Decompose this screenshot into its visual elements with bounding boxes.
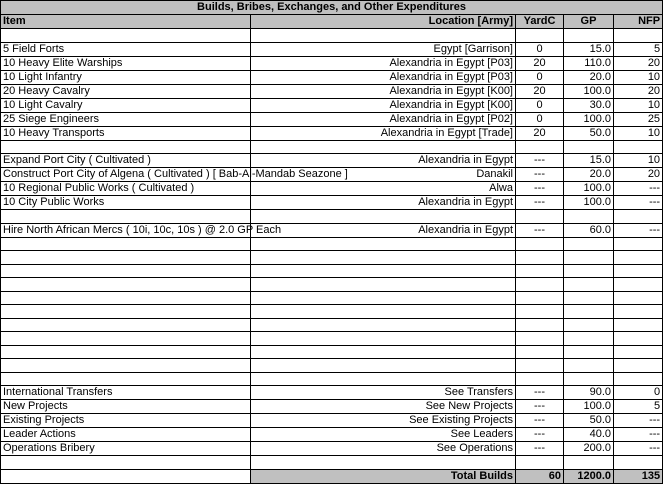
cell-location[interactable] (251, 140, 516, 154)
cell-item[interactable]: New Projects (1, 400, 251, 414)
header-item[interactable]: Item (1, 15, 251, 29)
cell-nfp[interactable] (614, 237, 663, 251)
table-row (1, 112, 663, 126)
cell-gp[interactable]: 50.0 (564, 414, 614, 428)
cell-gp[interactable]: 20.0 (564, 70, 614, 84)
cell-item[interactable] (1, 140, 251, 154)
cell-gp[interactable] (564, 29, 614, 43)
cell-location[interactable] (251, 264, 516, 278)
cell-item[interactable]: 25 Siege Engineers (1, 112, 251, 126)
cell-nfp[interactable]: 10 (614, 98, 663, 112)
table-row (1, 223, 663, 237)
cell-item[interactable] (1, 456, 251, 470)
table-row (1, 140, 663, 154)
cell-location[interactable]: Alexandria in Egypt (251, 154, 516, 168)
cell-gp[interactable]: 30.0 (564, 98, 614, 112)
cell-location[interactable]: Danakil (251, 168, 516, 182)
cell-item[interactable]: Hire North African Mercs ( 10i, 10c, 10s ) @ 2.0 GP Each (1, 223, 251, 237)
cell-location[interactable]: Alexandria in Egypt (251, 196, 516, 210)
cell-nfp[interactable]: 5 (614, 400, 663, 414)
cell-gp[interactable]: 100.0 (564, 196, 614, 210)
cell-gp[interactable] (564, 251, 614, 265)
table-row (1, 264, 663, 278)
cell-yardc[interactable]: 20 (516, 56, 564, 70)
cell-location[interactable] (251, 278, 516, 292)
cell-item[interactable] (1, 210, 251, 224)
total-label[interactable]: Total Builds (251, 469, 516, 483)
table-row (1, 182, 663, 196)
cell-yardc[interactable]: --- (516, 400, 564, 414)
cell-yardc[interactable] (516, 372, 564, 386)
cell-nfp[interactable] (614, 29, 663, 43)
cell-item[interactable] (1, 318, 251, 332)
cell-nfp[interactable]: --- (614, 196, 663, 210)
cell-gp[interactable] (564, 278, 614, 292)
cell-item[interactable]: 20 Heavy Cavalry (1, 84, 251, 98)
table-row (1, 359, 663, 373)
table-title[interactable]: Builds, Bribes, Exchanges, and Other Expenditures (1, 1, 663, 15)
cell-location[interactable]: See Transfers (251, 386, 516, 400)
cell-nfp[interactable]: --- (614, 414, 663, 428)
cell-item[interactable] (1, 251, 251, 265)
cell-location[interactable]: Alexandria in Egypt (251, 223, 516, 237)
cell-nfp[interactable]: 10 (614, 70, 663, 84)
cell-nfp[interactable] (614, 291, 663, 305)
cell-item[interactable] (1, 264, 251, 278)
table-row (1, 318, 663, 332)
cell-gp[interactable] (564, 359, 614, 373)
cell-item[interactable] (1, 305, 251, 319)
cell-yardc[interactable]: 0 (516, 98, 564, 112)
table-row (1, 251, 663, 265)
cell-nfp[interactable] (614, 372, 663, 386)
cell-nfp[interactable] (614, 251, 663, 265)
cell-location[interactable]: Alexandria in Egypt [P03] (251, 70, 516, 84)
cell-location[interactable] (251, 359, 516, 373)
cell-nfp[interactable]: 20 (614, 56, 663, 70)
cell-item[interactable] (1, 291, 251, 305)
cell-gp[interactable]: 15.0 (564, 154, 614, 168)
table-row (1, 332, 663, 346)
cell-item[interactable] (1, 332, 251, 346)
cell-yardc[interactable]: --- (516, 168, 564, 182)
cell-location[interactable] (251, 345, 516, 359)
cell-item[interactable] (1, 29, 251, 43)
cell-yardc[interactable]: --- (516, 428, 564, 442)
cell-yardc[interactable] (516, 456, 564, 470)
table-row (1, 386, 663, 400)
cell-yardc[interactable] (516, 291, 564, 305)
cell-yardc[interactable] (516, 305, 564, 319)
cell-gp[interactable] (564, 140, 614, 154)
cell-gp[interactable]: 15.0 (564, 42, 614, 56)
cell-gp[interactable] (564, 291, 614, 305)
cell-location[interactable]: See Leaders (251, 428, 516, 442)
table-row (1, 414, 663, 428)
cell-location[interactable]: Alexandria in Egypt [K00] (251, 98, 516, 112)
cell-nfp[interactable] (614, 140, 663, 154)
cell-item[interactable]: 10 Heavy Transports (1, 126, 251, 140)
cell-location[interactable]: Alexandria in Egypt [P02] (251, 112, 516, 126)
cell-location[interactable] (251, 237, 516, 251)
cell-location[interactable]: Alwa (251, 182, 516, 196)
table-row (1, 428, 663, 442)
table-row (1, 56, 663, 70)
cell-nfp[interactable] (614, 359, 663, 373)
cell-yardc[interactable]: --- (516, 196, 564, 210)
cell-nfp[interactable] (614, 332, 663, 346)
cell-yardc[interactable]: 20 (516, 84, 564, 98)
cell-yardc[interactable]: --- (516, 223, 564, 237)
cell-nfp[interactable]: --- (614, 223, 663, 237)
cell-yardc[interactable]: 20 (516, 126, 564, 140)
cell-gp[interactable]: 100.0 (564, 112, 614, 126)
table-row (1, 305, 663, 319)
cell-nfp[interactable]: --- (614, 428, 663, 442)
cell-nfp[interactable] (614, 318, 663, 332)
cell-gp[interactable]: 50.0 (564, 126, 614, 140)
cell-item[interactable]: 10 City Public Works (1, 196, 251, 210)
cell-item[interactable]: 10 Light Cavalry (1, 98, 251, 112)
cell-item[interactable] (1, 237, 251, 251)
cell-item[interactable] (1, 372, 251, 386)
cell-location[interactable] (251, 29, 516, 43)
cell-gp[interactable]: 90.0 (564, 386, 614, 400)
cell-nfp[interactable] (614, 456, 663, 470)
cell-location[interactable] (251, 332, 516, 346)
cell-yardc[interactable] (516, 237, 564, 251)
cell-yardc[interactable]: --- (516, 414, 564, 428)
cell-gp[interactable] (564, 318, 614, 332)
table-row (1, 278, 663, 292)
cell-gp[interactable]: 100.0 (564, 182, 614, 196)
table-row (1, 400, 663, 414)
table-row (1, 456, 663, 470)
cell-yardc[interactable] (516, 318, 564, 332)
table-row (1, 237, 663, 251)
table-row (1, 42, 663, 56)
cell-yardc[interactable] (516, 345, 564, 359)
table-row (1, 196, 663, 210)
cell-gp[interactable] (564, 345, 614, 359)
cell-nfp[interactable]: 20 (614, 168, 663, 182)
table-row (1, 98, 663, 112)
table-row (1, 291, 663, 305)
cell-gp[interactable] (564, 456, 614, 470)
total-row (1, 469, 663, 483)
cell-gp[interactable] (564, 332, 614, 346)
cell-gp[interactable] (564, 305, 614, 319)
cell-item[interactable] (1, 359, 251, 373)
cell-nfp[interactable] (614, 345, 663, 359)
cell-yardc[interactable] (516, 359, 564, 373)
table-row (1, 345, 663, 359)
table-row (1, 168, 663, 182)
cell-yardc[interactable] (516, 278, 564, 292)
cell-item[interactable]: Construct Port City of Algena ( Cultivated ) [ Bab-Al-Mandab Seazone ] (1, 168, 251, 182)
cell-location[interactable] (251, 291, 516, 305)
cell-gp[interactable] (564, 237, 614, 251)
cell-location[interactable]: See Operations (251, 442, 516, 456)
cell-yardc[interactable]: 0 (516, 70, 564, 84)
cell-yardc[interactable] (516, 29, 564, 43)
cell-nfp[interactable] (614, 210, 663, 224)
cell-gp[interactable] (564, 264, 614, 278)
cell-gp[interactable]: 40.0 (564, 428, 614, 442)
table-row (1, 84, 663, 98)
cell-item[interactable]: International Transfers (1, 386, 251, 400)
cell-location[interactable]: Alexandria in Egypt [Trade] (251, 126, 516, 140)
cell-yardc[interactable] (516, 332, 564, 346)
cell-nfp[interactable]: 0 (614, 386, 663, 400)
cell-location[interactable]: Egypt [Garrison] (251, 42, 516, 56)
cell-yardc[interactable] (516, 140, 564, 154)
cell-yardc[interactable]: --- (516, 386, 564, 400)
cell-item[interactable]: Operations Bribery (1, 442, 251, 456)
table-row (1, 70, 663, 84)
header-nfp[interactable]: NFP (614, 15, 663, 29)
cell-nfp[interactable]: 20 (614, 84, 663, 98)
cell-gp[interactable]: 60.0 (564, 223, 614, 237)
header-location[interactable]: Location [Army] (251, 15, 516, 29)
table-row (1, 154, 663, 168)
cell-yardc[interactable]: --- (516, 154, 564, 168)
cell-nfp[interactable]: 10 (614, 126, 663, 140)
cell-nfp[interactable] (614, 278, 663, 292)
cell-location[interactable] (251, 305, 516, 319)
cell-yardc[interactable]: 0 (516, 112, 564, 126)
table-row (1, 210, 663, 224)
cell-nfp[interactable]: 25 (614, 112, 663, 126)
cell-gp[interactable]: 100.0 (564, 84, 614, 98)
cell-gp[interactable] (564, 372, 614, 386)
cell-nfp[interactable]: --- (614, 442, 663, 456)
cell-location[interactable] (251, 456, 516, 470)
cell-item[interactable]: Expand Port City ( Cultivated ) (1, 154, 251, 168)
cell-location[interactable]: See New Projects (251, 400, 516, 414)
header-yardc[interactable]: YardC (516, 15, 564, 29)
cell-location[interactable]: See Existing Projects (251, 414, 516, 428)
cell-location[interactable]: Alexandria in Egypt [P03] (251, 56, 516, 70)
cell-item[interactable]: 10 Regional Public Works ( Cultivated ) (1, 182, 251, 196)
cell-item[interactable] (1, 345, 251, 359)
cell-location[interactable] (251, 251, 516, 265)
cell-yardc[interactable]: --- (516, 442, 564, 456)
cell-nfp[interactable] (614, 264, 663, 278)
cell-item[interactable]: 5 Field Forts (1, 42, 251, 56)
cell-item[interactable] (1, 278, 251, 292)
total-gp[interactable]: 1200.0 (564, 469, 614, 483)
header-row (1, 15, 663, 29)
cell-gp[interactable]: 200.0 (564, 442, 614, 456)
total-nfp[interactable]: 135 (614, 469, 663, 483)
table-row (1, 442, 663, 456)
cell-nfp[interactable] (614, 305, 663, 319)
cell-nfp[interactable]: --- (614, 182, 663, 196)
table-row (1, 126, 663, 140)
header-gp[interactable]: GP (564, 15, 614, 29)
cell-gp[interactable]: 110.0 (564, 56, 614, 70)
total-spacer (1, 469, 251, 483)
cell-yardc[interactable]: --- (516, 182, 564, 196)
cell-yardc[interactable] (516, 210, 564, 224)
cell-gp[interactable] (564, 210, 614, 224)
cell-item[interactable]: Leader Actions (1, 428, 251, 442)
cell-item[interactable]: 10 Heavy Elite Warships (1, 56, 251, 70)
table-row (1, 29, 663, 43)
cell-location[interactable] (251, 372, 516, 386)
cell-location[interactable] (251, 210, 516, 224)
cell-yardc[interactable] (516, 251, 564, 265)
cell-nfp[interactable]: 5 (614, 42, 663, 56)
table-row (1, 372, 663, 386)
cell-item[interactable]: Existing Projects (1, 414, 251, 428)
cell-gp[interactable]: 20.0 (564, 168, 614, 182)
cell-item[interactable]: 10 Light Infantry (1, 70, 251, 84)
total-yardc[interactable]: 60 (516, 469, 564, 483)
cell-nfp[interactable]: 10 (614, 154, 663, 168)
table-title-row (1, 1, 663, 15)
cell-location[interactable] (251, 318, 516, 332)
cell-gp[interactable]: 100.0 (564, 400, 614, 414)
cell-yardc[interactable] (516, 264, 564, 278)
cell-location[interactable]: Alexandria in Egypt [K00] (251, 84, 516, 98)
cell-yardc[interactable]: 0 (516, 42, 564, 56)
